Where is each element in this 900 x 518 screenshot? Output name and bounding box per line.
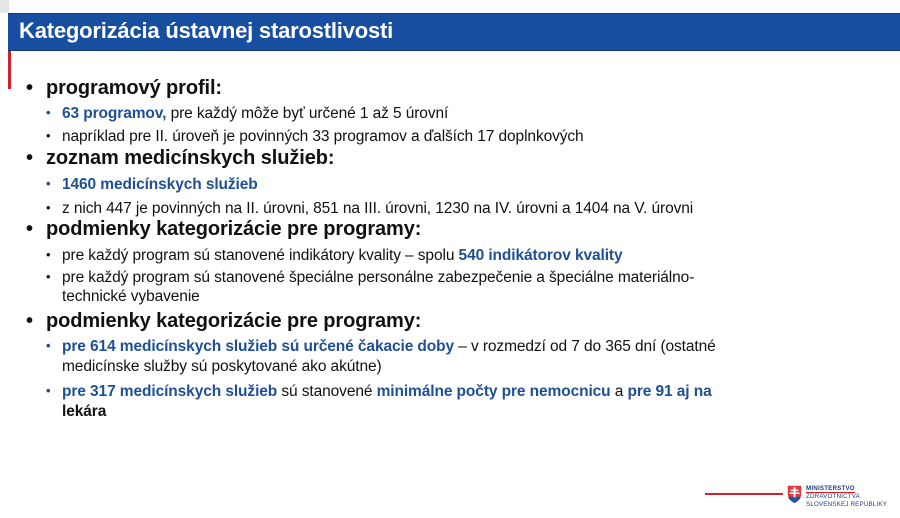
bullet-icon: •	[46, 200, 51, 215]
item-text: pre každý program sú stanovené indikátory kvality – spolu	[62, 247, 459, 264]
highlight-text: pre 317 medicínskych služieb	[62, 383, 278, 400]
highlight-text: 540 indikátorov kvality	[458, 247, 623, 264]
list-item	[46, 335, 716, 358]
highlight-text: 63 programov,	[62, 105, 167, 122]
bullet-icon: •	[26, 310, 33, 332]
item-text: pre každý môže byť určené 1 až 5 úrovní	[166, 105, 449, 122]
highlight-text: minimálne počty pre nemocnicu	[376, 383, 611, 400]
list-item	[46, 266, 694, 289]
ministry-logo	[705, 484, 895, 514]
list-item-continuation: lekára	[62, 403, 107, 420]
heading-text: zoznam medicínskych služieb:	[46, 147, 335, 169]
bullet-icon: •	[46, 247, 51, 262]
item-text: – v rozmedzí od 7 do 365 dní (ostatné	[454, 338, 716, 355]
list-item	[46, 173, 258, 196]
logo-line-2: ZDRAVOTNÍCTVA	[806, 493, 860, 501]
bullet-icon: •	[46, 128, 51, 143]
bullet-icon: •	[26, 77, 33, 99]
item-text: napríklad pre II. úroveň je povinných 33 programov a ďalších 17 doplnkových	[62, 128, 584, 145]
bullet-icon: •	[46, 338, 51, 353]
bullet-icon: •	[46, 269, 51, 284]
slide-title: Kategorizácia ústavnej starostlivosti	[19, 18, 394, 43]
logo-line-1: MINISTERSTVO	[806, 485, 855, 492]
bullet-icon: •	[46, 105, 51, 120]
bullet-icon: •	[26, 218, 33, 240]
item-text: a	[610, 383, 628, 400]
item-text: z nich 447 je povinných na II. úrovni, 851 na III. úrovni, 1230 na IV. úrovni a 1404 na V. úrovni	[62, 200, 694, 217]
logo-text	[806, 485, 887, 508]
list-item	[46, 125, 584, 148]
section-heading-program-profile	[26, 77, 222, 100]
bullet-icon: •	[46, 383, 51, 398]
logo-line-3: SLOVENSKEJ REPUBLIKY	[806, 500, 888, 508]
heading-text: podmienky kategorizácie pre programy:	[46, 218, 422, 240]
list-item	[46, 380, 712, 403]
slovak-coat-of-arms-icon	[787, 485, 802, 504]
highlight-text: 1460 medicínskych služieb	[62, 176, 258, 193]
list-item-continuation: technické vybavenie	[62, 288, 200, 305]
list-item	[46, 244, 623, 267]
list-item	[46, 102, 448, 125]
section-heading-medical-services	[26, 147, 334, 170]
list-item-continuation: medicínske služby sú poskytované ako akútne)	[62, 358, 382, 375]
bullet-icon: •	[46, 176, 51, 191]
heading-text: programový profil:	[46, 77, 222, 99]
item-text: pre každý program sú stanovené špeciálne personálne zabezpečenie a špeciálne materiálno-	[62, 269, 695, 286]
item-text: sú stanovené	[277, 383, 377, 400]
highlight-text: pre 614 medicínskych služieb sú určené čakacie doby	[62, 338, 455, 355]
highlight-text: pre 91 aj na	[627, 383, 712, 400]
logo-red-line	[705, 493, 783, 495]
section-heading-categorization-conditions-2	[26, 310, 421, 333]
list-item	[46, 197, 693, 220]
section-heading-categorization-conditions	[26, 218, 421, 241]
bullet-icon: •	[26, 147, 33, 169]
heading-text: podmienky kategorizácie pre programy:	[46, 310, 422, 332]
